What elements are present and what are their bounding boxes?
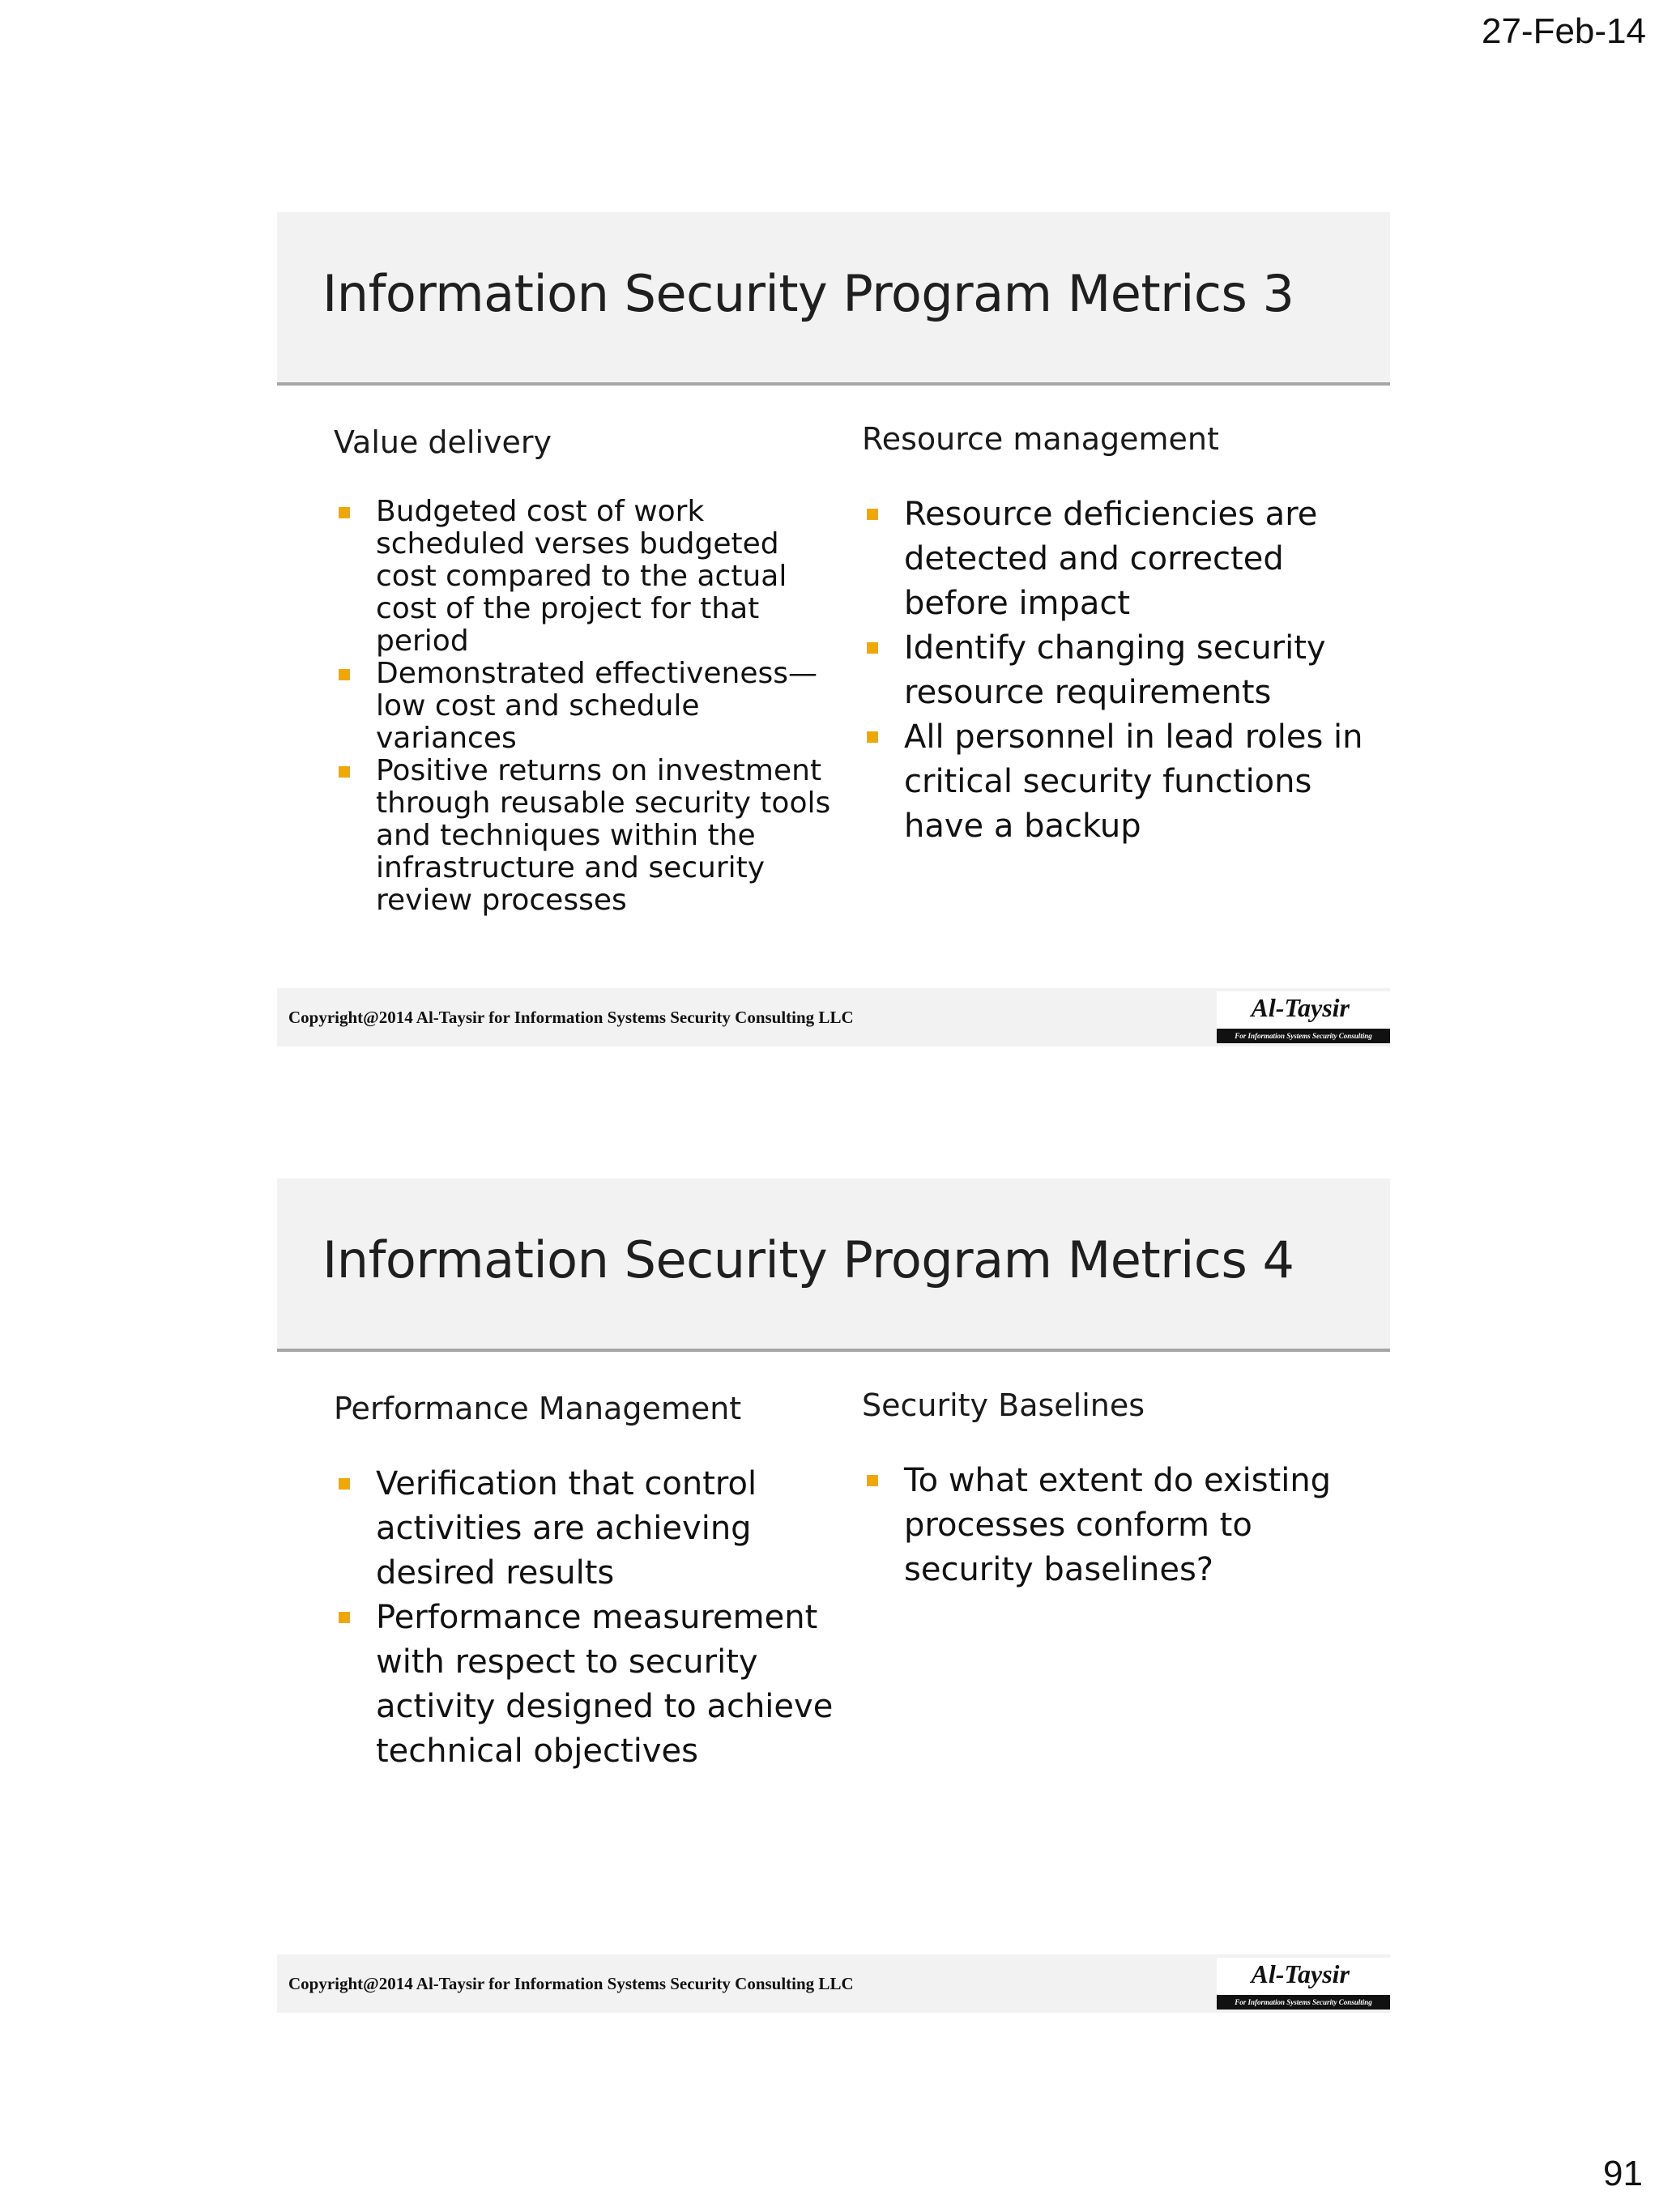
company-logo [1217, 991, 1390, 1043]
slide-header [277, 1178, 1390, 1352]
bullet-list [862, 1459, 1364, 1592]
list-item-text: Verification that control activities are achieving desired results [376, 1465, 757, 1592]
list-item [862, 626, 1364, 715]
logo-name: Al-Taysir [1251, 993, 1350, 1022]
list-item [334, 755, 836, 917]
list-item-text: Positive returns on investment through reusable security tools and techniques within the infrastructure and security review processes [376, 754, 831, 917]
square-bullet-icon [867, 1475, 878, 1486]
slide-metrics-4 [277, 1178, 1390, 2013]
list-item [334, 658, 836, 755]
square-bullet-icon [867, 642, 878, 654]
list-item-text: Demonstrated effectiveness—low cost and schedule variances [376, 657, 818, 755]
copyright-text: Copyright@2014 Al-Taysir for Information Systems Security Consulting LLC [288, 1974, 854, 1993]
logo-tagline: For Information Systems Security Consulting [1217, 1995, 1390, 2010]
slide-header [277, 212, 1390, 386]
square-bullet-icon [867, 509, 878, 520]
page-number: 91 [1603, 2154, 1643, 2193]
square-bullet-icon [339, 507, 350, 518]
copyright-text: Copyright@2014 Al-Taysir for Information Systems Security Consulting LLC [288, 1008, 854, 1027]
slide-title: Information Security Program Metrics 4 [322, 1230, 1294, 1289]
logo-tagline: For Information Systems Security Consulting [1217, 1029, 1390, 1043]
column-heading: Security Baselines [862, 1387, 1145, 1423]
list-item-text: All personnel in lead roles in critical security functions have a backup [904, 718, 1363, 845]
right-column [862, 421, 1364, 849]
list-item-text: Performance measurement with respect to security activity designed to achieve technical objectives [376, 1599, 834, 1770]
square-bullet-icon [867, 731, 878, 743]
list-item [334, 1596, 836, 1774]
list-item-text: To what extent do existing processes conform to security baselines? [904, 1462, 1332, 1588]
list-item [334, 496, 836, 658]
slide-title: Information Security Program Metrics 3 [322, 264, 1294, 323]
square-bullet-icon [339, 669, 350, 680]
left-column [334, 1391, 836, 1774]
bullet-list [862, 492, 1364, 849]
right-column [862, 1387, 1364, 1592]
slide-metrics-3 [277, 212, 1390, 1046]
company-logo [1217, 1958, 1390, 2010]
slide-footer [277, 1954, 1390, 2013]
square-bullet-icon [339, 1478, 350, 1490]
list-item [334, 1462, 836, 1596]
square-bullet-icon [339, 766, 350, 778]
square-bullet-icon [339, 1612, 350, 1623]
slide-footer [277, 988, 1390, 1046]
list-item-text: Resource deficiencies are detected and corrected before impact [904, 496, 1318, 622]
page-date: 27-Feb-14 [1481, 11, 1646, 51]
list-item-text: Budgeted cost of work scheduled verses budgeted cost compared to the actual cost of the project for that period [376, 495, 787, 658]
column-heading: Performance Management [334, 1391, 742, 1426]
column-heading: Value delivery [334, 424, 552, 460]
logo-name: Al-Taysir [1251, 1959, 1350, 1988]
bullet-list [334, 496, 836, 917]
list-item [862, 1459, 1364, 1592]
list-item [862, 715, 1364, 849]
bullet-list [334, 1462, 836, 1774]
list-item-text: Identify changing security resource requirements [904, 629, 1326, 711]
list-item [862, 492, 1364, 626]
column-heading: Resource management [862, 421, 1219, 457]
left-column [334, 424, 836, 917]
